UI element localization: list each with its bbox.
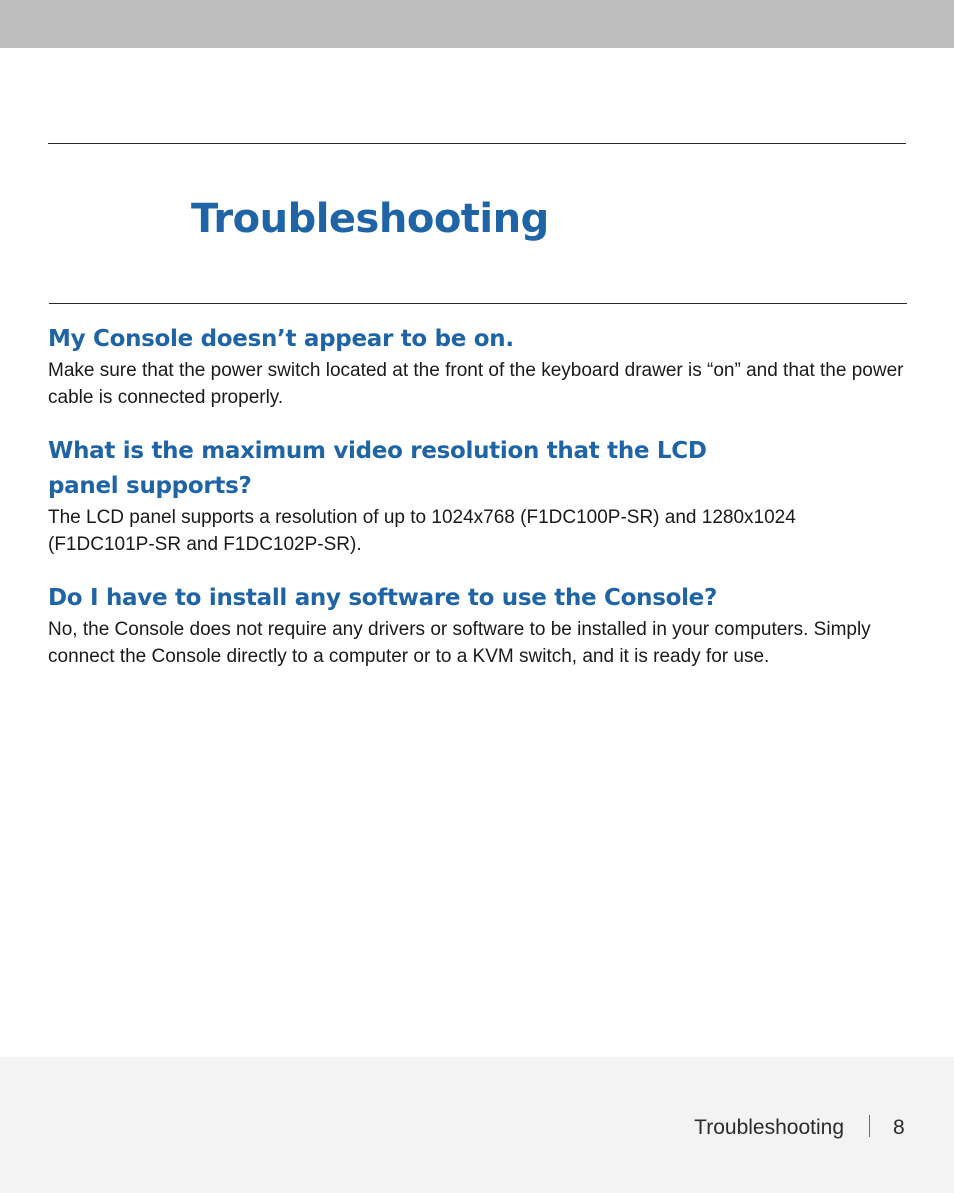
faq-question-line: Do I have to install any software to use the Console?: [48, 585, 718, 611]
faq-question-line: panel supports?: [48, 473, 252, 499]
faq-answer: No, the Console does not require any drivers or software to be installed in your computers. Simply connect the Console directly to a computer or to a KVM switch, and it is ready for use.: [48, 619, 871, 667]
faq-question-line: What is the maximum video resolution that the LCD: [48, 438, 707, 464]
title-top-rule: [48, 143, 906, 144]
faq-item-software-install: [48, 581, 906, 670]
top-bar: [0, 0, 954, 48]
faq-answer: Make sure that the power switch located at the front of the keyboard drawer is “on” and that the power cable is connected properly.: [48, 360, 904, 408]
page-footer: [0, 1057, 954, 1193]
footer-section-label: Troubleshooting: [694, 1116, 844, 1139]
page-title: Troubleshooting: [191, 196, 549, 242]
faq-question: [48, 322, 906, 357]
faq-question-line: My Console doesn’t appear to be on.: [48, 326, 514, 352]
faq-item-max-resolution: [48, 434, 906, 558]
footer-page-number: 8: [893, 1116, 905, 1139]
faq-question: [48, 581, 906, 616]
faq-list: [48, 322, 906, 670]
title-bottom-rule: [49, 303, 907, 304]
faq-question: [48, 434, 906, 504]
footer-divider: [869, 1115, 870, 1137]
faq-answer: The LCD panel supports a resolution of up to 1024x768 (F1DC100P-SR) and 1280x1024 (F1DC101P-SR and F1DC102P-SR).: [48, 507, 796, 555]
faq-item-console-power: [48, 322, 906, 411]
